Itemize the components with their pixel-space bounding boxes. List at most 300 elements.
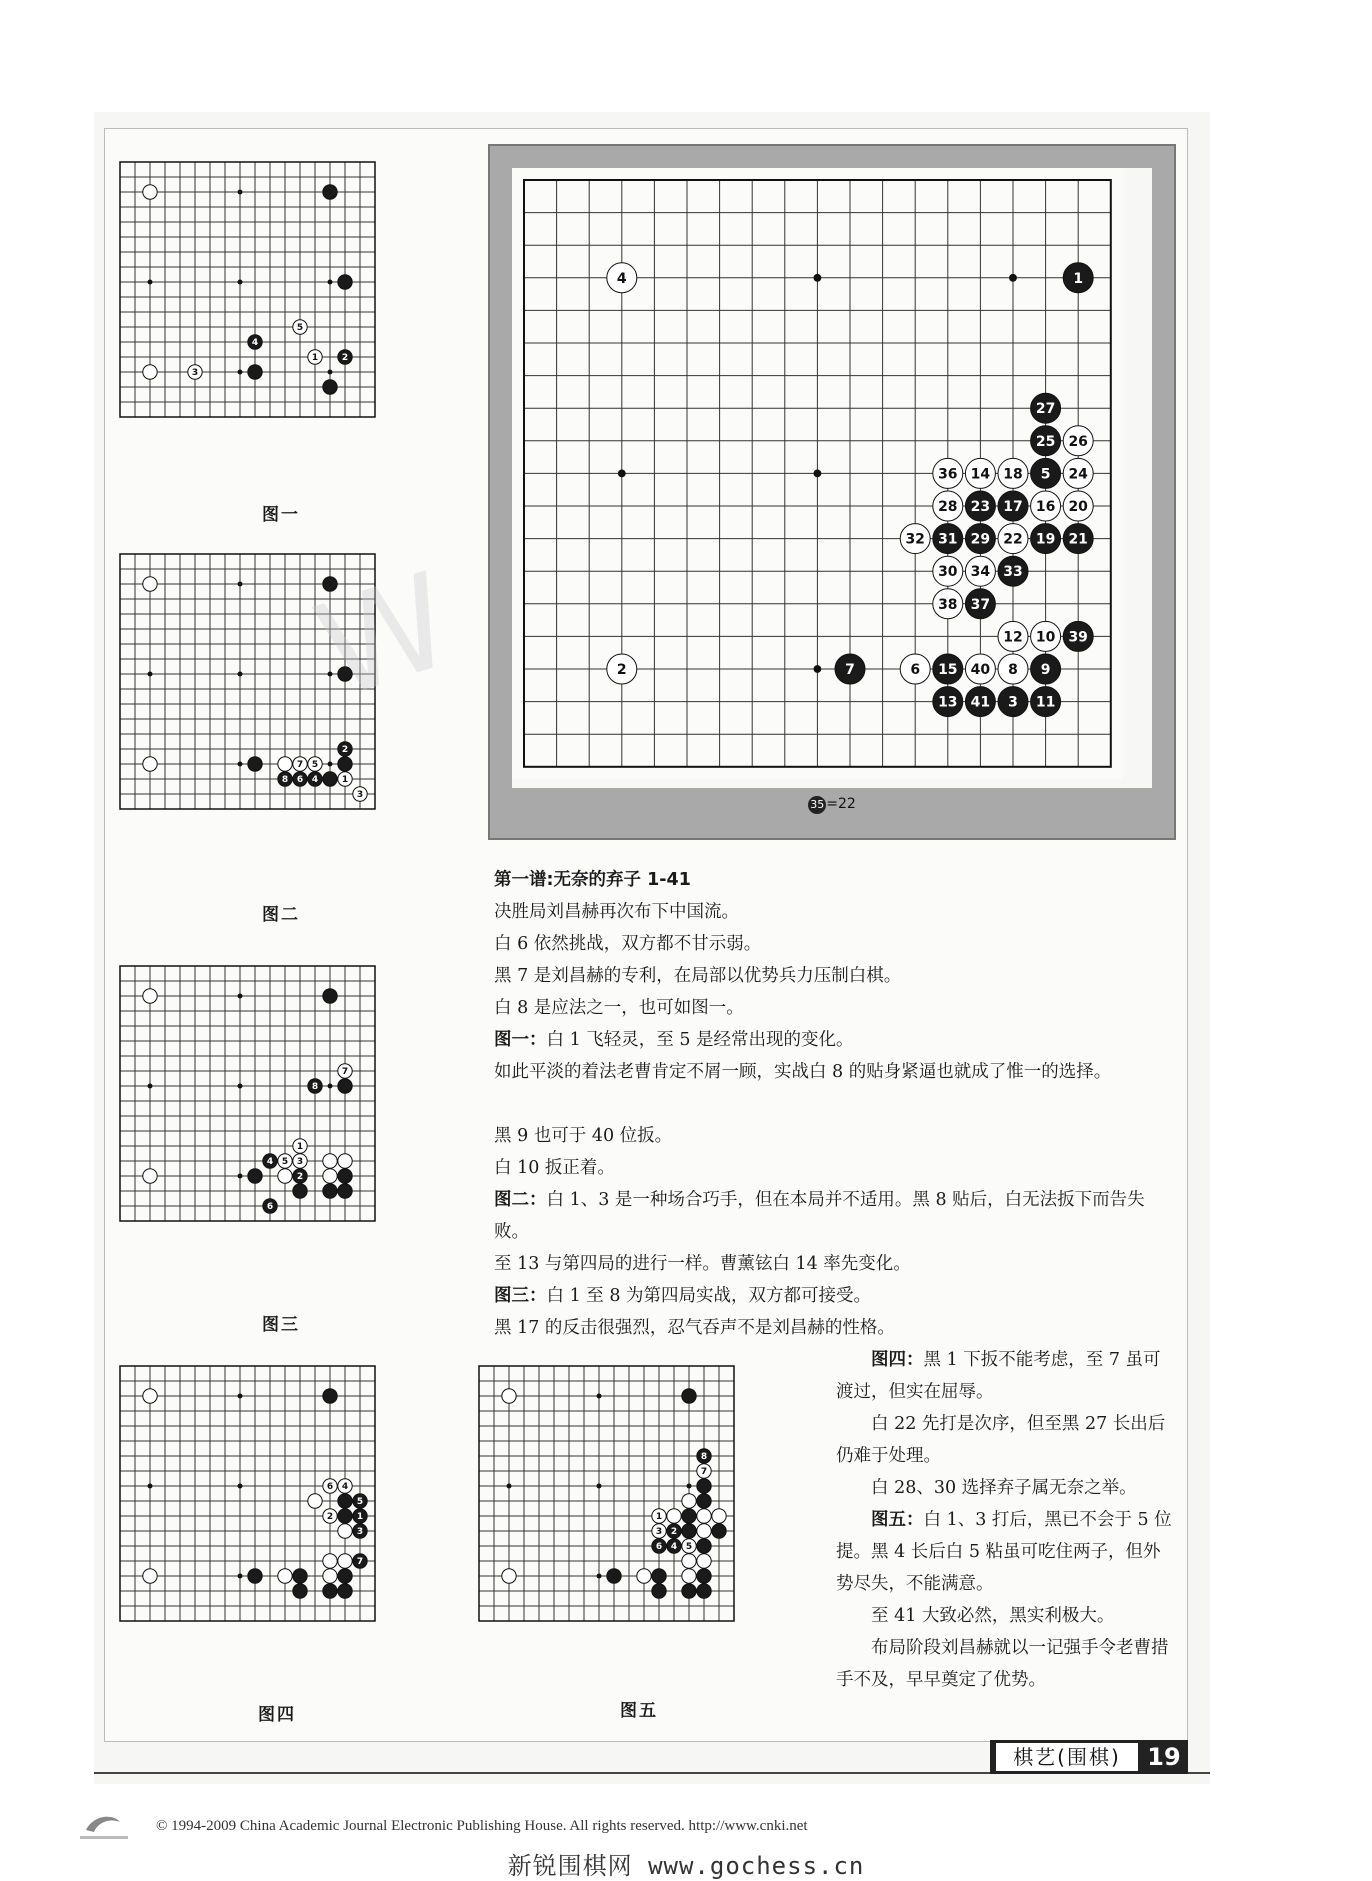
white-stone [278,1154,292,1168]
black-stone [965,687,995,717]
white-stone [143,1169,157,1183]
paragraph: 白 10 扳正着。 [494,1158,615,1178]
star-point [148,1484,153,1489]
paragraph: 至 41 大致必然，黑实利极大。 [871,1606,1115,1626]
star-point [148,280,153,285]
article-main [494,864,1174,1056]
star-point [238,1174,243,1179]
black-stone [338,350,352,364]
white-stone [143,989,157,1003]
white-stone [1031,491,1061,521]
black-stone [965,491,995,521]
white-stone [697,1524,711,1538]
white-stone [338,1554,352,1568]
white-stone [502,1389,516,1403]
paragraph-lead: 图三： [494,1286,547,1306]
white-stone [338,772,352,786]
black-stone [712,1524,726,1538]
stone-number: 7 [356,1557,364,1568]
star-point [813,274,821,282]
stone-number: 6 [266,1202,274,1213]
stone-number: 6 [910,662,921,679]
white-stone [143,1389,157,1403]
stone-number: 1 [341,775,349,786]
stone-number: 19 [1035,531,1056,548]
star-point [597,1574,602,1579]
black-stone [263,1199,277,1213]
paragraph-lead: 图二： [494,1190,547,1210]
white-stone [188,365,202,379]
stone-number: 2 [670,1527,678,1538]
stone-number: 29 [970,531,991,548]
black-stone [338,1169,352,1183]
stone-number: 1 [356,1512,364,1523]
magazine-name: 棋艺(围棋) [996,1743,1138,1771]
white-stone [697,1509,711,1523]
star-point [238,280,243,285]
black-stone [998,687,1028,717]
white-stone [143,185,157,199]
black-stone [293,1169,307,1183]
white-stone [652,1524,666,1538]
star-point [597,1484,602,1489]
stone-number: 25 [1035,433,1056,450]
stone-number: 27 [1035,401,1056,418]
black-stone [353,1554,367,1568]
white-stone [278,757,292,771]
black-stone [1063,263,1093,293]
watermark: W [299,543,469,729]
white-stone [1031,621,1061,651]
stone-number: 28 [938,499,958,516]
white-stone [293,320,307,334]
paragraph: 黑 17 的反击很强烈，忍气吞声不是刘昌赫的性格。 [494,1318,895,1338]
stone-number: 40 [970,662,991,679]
paragraph-lead: 图一： [494,1030,547,1050]
white-stone [143,365,157,379]
stone-number: 8 [281,775,289,786]
stone-number: 2 [341,353,349,364]
stone-number: 5 [685,1542,693,1553]
stone-number: 1 [655,1512,663,1523]
paragraph: 图四：黑 1 下扳不能考虑，至 7 虽可渡过，但实在屈辱。 [836,1350,1161,1402]
black-stone [652,1584,666,1598]
stone-number: 11 [1035,694,1056,711]
stone-number: 2 [296,1172,304,1183]
white-stone [338,1064,352,1078]
stone-number: 32 [905,531,925,548]
black-stone [323,1584,337,1598]
paragraph: 决胜局刘昌赫再次布下中国流。 [494,902,739,922]
stone-number: 7 [700,1467,708,1478]
black-stone [1031,654,1061,684]
stone-number: 2 [326,1512,334,1523]
paragraph: 白 6 依然挑战，双方都不甘示弱。 [494,934,762,954]
black-stone [682,1584,696,1598]
white-stone [338,1479,352,1493]
star-point [148,672,153,677]
stone-number: 33 [1003,564,1023,581]
star-point [238,190,243,195]
black-stone [1063,524,1093,554]
stone-number: 3 [356,790,364,801]
stone-number: 3 [191,368,199,379]
caption-fig1: 图一 [262,505,300,525]
caption-fig5: 图五 [620,1701,658,1721]
diagram-fig3 [116,962,379,1225]
article-cont [494,1120,1174,1248]
black-stone [667,1539,681,1553]
black-stone [353,1509,367,1523]
white-stone [965,458,995,488]
stone-number: 21 [1068,531,1088,548]
white-stone [998,458,1028,488]
main-diagram [512,168,1152,788]
black-stone [338,742,352,756]
stone-number: 5 [296,323,304,334]
black-stone [323,380,337,394]
black-stone [652,1539,666,1553]
stone-number: 6 [296,775,304,786]
diagram-fig4 [116,1362,379,1625]
white-stone [143,757,157,771]
white-stone [308,350,322,364]
star-point [238,582,243,587]
white-stone [1063,458,1093,488]
footer-bar [990,1740,1188,1774]
black-stone [338,1569,352,1583]
stone-number: 5 [1040,466,1051,483]
caption-fig2: 图二 [262,905,300,925]
stone-number: 4 [266,1157,274,1168]
black-stone [308,772,322,786]
stone-number: 31 [938,531,958,548]
black-stone [338,667,352,681]
stone-number: 8 [700,1452,708,1463]
go-board [512,168,1123,779]
stone-number: 7 [296,760,304,771]
diagram-note [490,796,1174,814]
go-board [116,158,379,421]
black-stone [338,757,352,771]
paragraph: 白 22 先打是次序，但至黑 27 长出后仍难于处理。 [836,1414,1166,1466]
stone-number: 10 [1035,629,1056,646]
stone-number: 1 [311,353,319,364]
black-stone [323,989,337,1003]
star-point [507,1484,512,1489]
black-stone [293,1584,307,1598]
site-watermark-text: 新锐围棋网 www.gochess.cn [507,1852,865,1880]
white-stone [900,524,930,554]
black-stone [697,1494,711,1508]
stone-number: 20 [1068,499,1088,516]
star-point [238,994,243,999]
main-diagram-frame [488,144,1176,840]
black-stone [338,1494,352,1508]
star-point [238,762,243,767]
star-point [238,370,243,375]
black-stone [652,1569,666,1583]
page-number: 19 [1147,1743,1181,1771]
black-stone [697,1479,711,1493]
stone-number: 16 [1035,499,1056,516]
black-stone [697,1569,711,1583]
stone-number: 3 [296,1157,304,1168]
go-board [116,1362,379,1625]
white-stone [353,787,367,801]
white-stone [933,491,963,521]
black-stone [248,335,262,349]
black-stone [965,524,995,554]
stone-number: 38 [938,596,958,613]
white-stone [308,757,322,771]
go-board [475,1362,738,1625]
stone-number: 5 [281,1157,289,1168]
stone-number: 30 [938,564,958,581]
black-stone [263,1154,277,1168]
black-stone [933,524,963,554]
go-board [116,550,379,813]
go-board [116,962,379,1225]
black-stone [293,1184,307,1198]
black-stone [248,1169,262,1183]
paragraph: 白 28、30 选择弃子属无奈之举。 [871,1478,1137,1498]
cnki-logo-icon [74,1808,134,1844]
star-point [238,1084,243,1089]
paragraph-lead: 图五： [871,1510,924,1530]
black-stone [323,772,337,786]
white-stone [607,654,637,684]
black-stone [682,1509,696,1523]
stone-number: 17 [1003,499,1023,516]
caption-fig4: 图四 [258,1705,296,1725]
white-stone [323,1479,337,1493]
stone-number: 37 [970,596,991,613]
white-stone [607,263,637,293]
stone-number: 6 [655,1542,663,1553]
white-stone [697,1554,711,1568]
white-stone [143,1569,157,1583]
paragraph: 图三：白 1 至 8 为第四局实战，双方都可接受。 [494,1286,872,1306]
black-stone [338,1184,352,1198]
black-stone [607,1569,621,1583]
black-stone [835,654,865,684]
black-stone [248,757,262,771]
stone-number: 4 [616,270,627,287]
paragraph: 黑 7 是刘昌赫的专利，在局部以优势兵力压制白棋。 [494,966,902,986]
paragraph: 布局阶段刘昌赫就以一记强手令老曹措手不及，早早奠定了优势。 [836,1638,1169,1690]
stone-number: 5 [356,1497,364,1508]
stone-number: 2 [341,745,349,756]
article-column [836,1344,1174,1696]
note-stone-badge: 35 [808,796,826,814]
white-stone [933,589,963,619]
stone-number: 4 [341,1482,349,1493]
black-stone [965,589,995,619]
white-stone [998,621,1028,651]
black-stone [338,1509,352,1523]
stone-number: 9 [1040,662,1051,679]
stone-number: 4 [311,775,319,786]
black-stone [323,1389,337,1403]
stone-number: 14 [970,466,991,483]
white-stone [682,1569,696,1583]
paragraph: 白 8 是应法之一，也可如图一。 [494,998,744,1018]
star-point [328,762,333,767]
black-stone [278,772,292,786]
article-title: 第一谱:无奈的弃子 1-41 [494,870,691,890]
star-point [328,1084,333,1089]
article-cont2 [494,1248,1174,1344]
star-point [238,1484,243,1489]
paragraph: 图二：白 1、3 是一种场合巧手，但在本局并不适用。黑 8 贴后，白无法扳下而告失败。 [494,1190,1145,1242]
stone-number: 12 [1003,629,1023,646]
copyright-notice: © 1994-2009 China Academic Journal Electronic Publishing House. All rights reserved. http://www.cnki.net [156,1818,808,1834]
stone-number: 4 [670,1542,678,1553]
white-stone [900,654,930,684]
stone-number: 1 [296,1142,304,1153]
black-stone [998,556,1028,586]
black-stone [308,1079,322,1093]
paragraph: 图五：白 1、3 打后，黑已不会于 5 位提。黑 4 长后白 5 粘虽可吃住两子，但外势尽失，不能满意。 [836,1510,1172,1594]
white-stone [143,577,157,591]
stone-number: 22 [1003,531,1023,548]
stone-number: 7 [341,1067,349,1078]
stone-number: 3 [356,1527,364,1538]
white-stone [293,1139,307,1153]
white-stone [323,1554,337,1568]
white-stone [1063,491,1093,521]
stone-number: 7 [845,662,855,679]
white-stone [308,1494,322,1508]
white-stone [652,1509,666,1523]
black-stone [1063,621,1093,651]
black-stone [998,491,1028,521]
black-stone [697,1584,711,1598]
black-stone [353,1524,367,1538]
stone-number: 1 [1073,270,1084,287]
star-point [618,469,626,477]
white-stone [933,458,963,488]
black-stone [338,1584,352,1598]
black-stone [323,185,337,199]
black-stone [1031,524,1061,554]
stone-number: 8 [311,1082,319,1093]
white-stone [1063,426,1093,456]
white-stone [323,1509,337,1523]
white-stone [323,1569,337,1583]
white-stone [323,1169,337,1183]
black-stone [323,1184,337,1198]
black-stone [933,654,963,684]
paragraph: 至 13 与第四局的进行一样。曹薰铉白 14 率先变化。 [494,1254,911,1274]
paragraph: 黑 9 也可于 40 位扳。 [494,1126,673,1146]
stone-number: 34 [970,564,991,581]
white-stone [667,1509,681,1523]
black-stone [1031,393,1061,423]
diagram-fig5 [475,1362,738,1625]
paragraph-lead: 图四： [871,1350,924,1370]
white-stone [323,1154,337,1168]
article-wide [494,1056,1174,1088]
star-point [687,1484,692,1489]
stone-number: 39 [1068,629,1088,646]
star-point [328,672,333,677]
black-stone [1031,687,1061,717]
white-stone [682,1539,696,1553]
note-text: =22 [826,796,856,812]
white-stone [338,1154,352,1168]
white-stone [933,556,963,586]
white-stone [682,1494,696,1508]
white-stone [278,1569,292,1583]
black-stone [933,687,963,717]
white-stone [502,1569,516,1583]
star-point [813,665,821,673]
white-stone [278,1169,292,1183]
white-stone [293,1154,307,1168]
caption-fig3: 图三 [262,1315,300,1335]
white-stone [637,1569,651,1583]
star-point [1009,274,1017,282]
white-stone [998,654,1028,684]
black-stone [682,1389,696,1403]
stone-number: 36 [938,466,958,483]
stone-number: 3 [655,1527,663,1538]
star-point [238,1574,243,1579]
stone-number: 24 [1068,466,1088,483]
diagram-fig1 [116,158,379,421]
stone-number: 18 [1003,466,1023,483]
star-point [238,1394,243,1399]
stone-number: 23 [970,499,991,516]
black-stone [682,1524,696,1538]
black-stone [1031,426,1061,456]
star-point [813,469,821,477]
black-stone [697,1449,711,1463]
stone-number: 2 [616,662,627,679]
white-stone [998,524,1028,554]
black-stone [248,365,262,379]
paragraph: 如此平淡的着法老曹肯定不屑一顾，实战白 8 的贴身紧逼也就成了惟一的选择。 [494,1062,1112,1082]
black-stone [338,1079,352,1093]
white-stone [712,1509,726,1523]
star-point [238,672,243,677]
black-stone [667,1524,681,1538]
black-stone [338,275,352,289]
stone-number: 6 [326,1482,334,1493]
white-stone [965,654,995,684]
star-point [597,1394,602,1399]
black-stone [323,577,337,591]
stone-number: 3 [1008,694,1018,711]
black-stone [697,1539,711,1553]
black-stone [293,1569,307,1583]
white-stone [682,1554,696,1568]
star-point [328,370,333,375]
black-stone [248,1569,262,1583]
star-point [328,280,333,285]
white-stone [293,757,307,771]
stone-number: 15 [938,662,958,679]
stone-number: 4 [251,338,259,349]
stone-number: 8 [1008,662,1018,679]
white-stone [338,1524,352,1538]
stone-number: 5 [311,760,319,771]
black-stone [1031,458,1061,488]
diagram-fig2 [116,550,379,813]
white-stone [697,1464,711,1478]
